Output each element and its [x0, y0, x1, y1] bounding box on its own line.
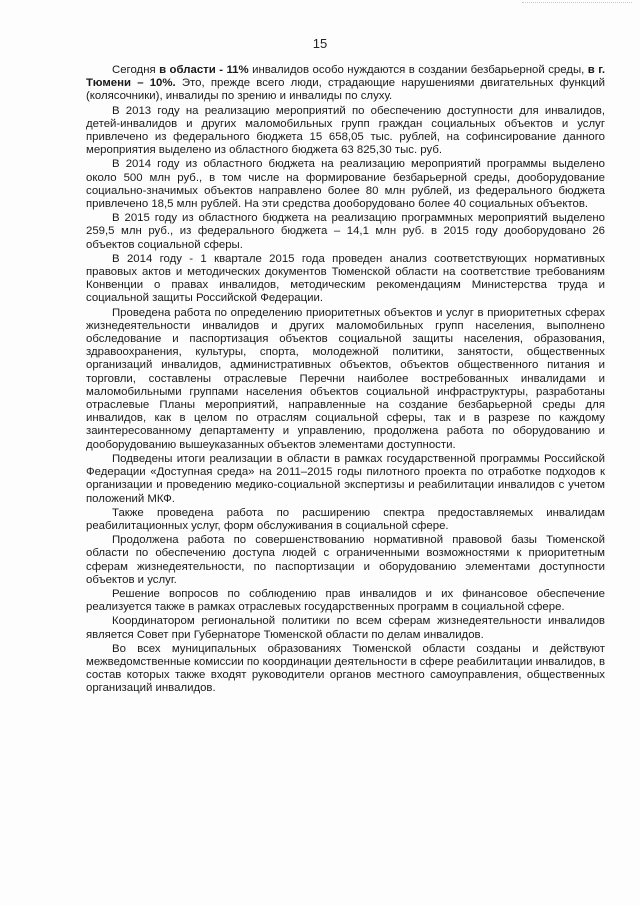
paragraph-11: Координатором региональной политики по всем сферам жизнедеятельности инвалидов является Совет при Губернаторе Тюменской области по делам инвалидов. [86, 615, 605, 641]
paragraph-4: В 2015 году из областного бюджета на реализацию программных мероприятий выделено 259,5 млн руб., из федерального бюджета – 14,1 млн руб. в 2015 году дооборудовано 26 объектов социальной сферы. [86, 212, 605, 251]
paragraph-10: Решение вопросов по соблюдению прав инвалидов и их финансовое обеспечение реализуется также в рамках отраслевых государственных программ в социальной сфере. [86, 587, 605, 614]
scan-artifact [522, 2, 632, 9]
paragraph-6: Проведена работа по определению приоритетных объектов и услуг в приоритетных сферах жизнедеятельности инвалидов и других маломобильных групп населения, выполнено обследование и паспортизация объектов социальной защиты населения, образования, здравоохранения, культуры, спорта, молодежной политики, занятости, общественных организаций инвалидов, административных объектов, объектов общественного питания и торговли, составлены отраслевые Перечни наиболее востребованных инвалидами и маломобильными группами населения объектов социальной инфраструктуры, разработаны отраслевые Планы мероприятий, направленные на создание безбарьерной среды для инвалидов, как в целом по отраслям социальной сферы, так и в разрезе по каждому заинтересованному департаменту и управлению, продолжена работа по оборудованию и дооборудованию вышеуказанных объектов элементами доступности. [86, 306, 605, 451]
body-text [86, 64, 605, 697]
paragraph-7: Подведены итоги реализации в области в рамках государственной программы Российской Федерации «Доступная среда» на 2011–2015 годы пилотного проекта по отработке подходов к организации и проведению медико-социальной экспертизы и реабилитации инвалидов с учетом положений МКФ. [86, 452, 605, 505]
paragraph-5: В 2014 году - 1 квартале 2015 года проведен анализ соответствующих нормативных правовых актов и методических документов Тюменской области на соответствие требованиям Конвенции о правах инвалидов, методическим рекомендациям Министерства труда и социальной защиты Российской Федерации. [86, 252, 605, 305]
paragraph-12: Во всех муниципальных образованиях Тюменской области созданы и действуют межведомственные комиссии по координации деятельности в сфере реабилитации инвалидов, в состав которых также входят руководители органов местного самоуправления, общественных организаций инвалидов. [86, 642, 605, 695]
paragraph-1-bold-region: в области - 11% [159, 64, 249, 76]
paragraph-1 [86, 64, 605, 104]
paragraph-8: Также проведена работа по расширению спектра предоставляемых инвалидам реабилитационных услуг, форм обслуживания в социальной сфере. [86, 506, 605, 532]
paragraph-9: Продолжена работа по совершенствованию нормативной правовой базы Тюменской области по обеспечению доступа людей с ограниченными возможностями к приоритетным сферам жизнедеятельности, по паспортизации и оборудованию элементами доступности объектов и услуг. [86, 534, 605, 586]
paragraph-1-part-e: Это, прежде всего люди, страдающие нарушениями двигательных функций (колясочники), инвалиды по зрению и инвалиды по слуху. [86, 77, 605, 103]
paragraph-3: В 2014 году из областного бюджета на реализацию мероприятий программы выделено около 500 млн руб., в том числе на формирование безбарьерной среды, дооборудование социально-значимых объектов направлено более 80 млн рублей, из федерального бюджета привлечено 18,5 млн рублей. На эти средства дооборудовано более 40 социальных объектов. [86, 158, 605, 211]
paragraph-1-part-c: инвалидов особо нуждаются в создании безбарьерной среды, [248, 64, 588, 76]
page-number: 15 [312, 36, 328, 51]
paragraph-2: В 2013 году на реализацию мероприятий по обеспечению доступности для инвалидов, детей-инвалидов и других маломобильных групп граждан социальных объектов и услуг привлечено из федерального бюджета 15 658,05 тыс. рублей, на софинсирование данного мероприятия выделено из областного бюджета 63 825,30 тыс. руб. [86, 104, 605, 157]
paragraph-1-bold-city: в г. Тюмени – 10%. [86, 64, 605, 90]
paragraph-1-part-a: Сегодня [112, 64, 160, 76]
